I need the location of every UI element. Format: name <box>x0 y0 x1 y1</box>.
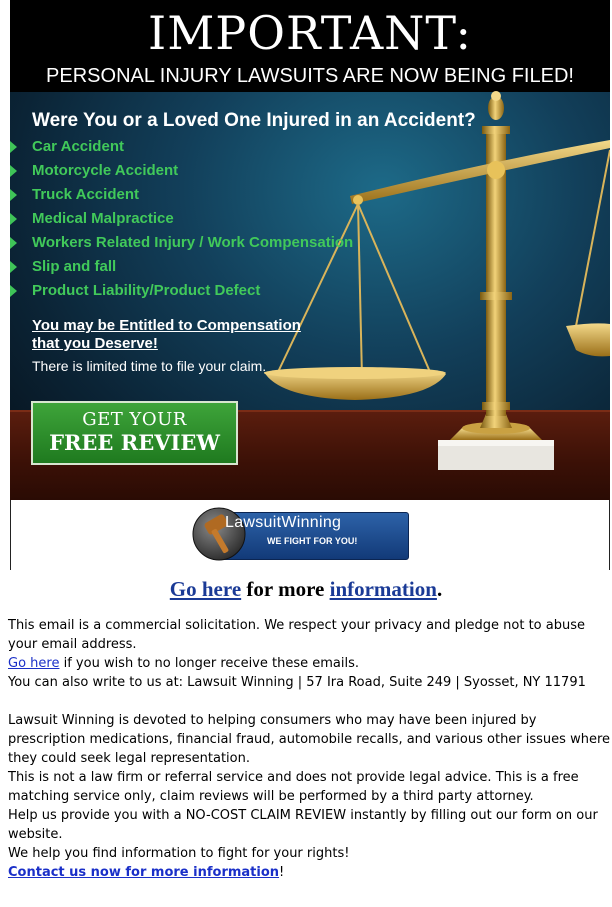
unsubscribe-link[interactable]: Go here <box>8 656 60 671</box>
unsubscribe-text: if you wish to no longer receive these emails. <box>59 656 360 671</box>
list-item: Slip and fall <box>10 255 353 279</box>
email-footer <box>8 616 612 882</box>
bullet-arrow-icon <box>10 261 17 273</box>
logo-area <box>10 500 610 570</box>
compensation-text <box>32 317 332 353</box>
not-law-firm-text: This is not a law firm or referral service and does not provide legal advice. This is a free matching service only, claim reviews will be performed by a third party attorney. <box>8 770 579 804</box>
compensation-line-1: You may be Entitled to Compensation <box>32 317 301 334</box>
more-info-line <box>0 577 612 602</box>
list-item: Medical Malpractice <box>10 207 353 231</box>
list-item: Car Accident <box>10 135 353 159</box>
list-item: Motorcycle Accident <box>10 159 353 183</box>
logo-tagline: WE FIGHT FOR YOU! <box>267 536 358 546</box>
logo-name: LawsuitWinning <box>225 514 342 531</box>
contact-end: ! <box>279 865 285 880</box>
accident-question: Were You or a Loved One Injured in an Accident? <box>32 110 476 131</box>
spacer <box>8 692 612 711</box>
subheadline: PERSONAL INJURY LAWSUITS ARE NOW BEING FILED! <box>46 65 574 87</box>
mailing-address: You can also write to us at: Lawsuit Winning | 57 Ira Road, Suite 249 | Syosset, NY 11791 <box>8 675 586 690</box>
information-link[interactable]: information <box>329 577 437 601</box>
bullet-arrow-icon <box>10 237 17 249</box>
solicitation-notice: This email is a commercial solicitation. We respect your privacy and pledge not to abuse your email address. <box>8 618 585 652</box>
bullet-arrow-icon <box>10 165 17 177</box>
contact-us-link[interactable]: Contact us now for more information <box>8 865 280 880</box>
list-item: Truck Accident <box>10 183 353 207</box>
contact-line <box>8 863 612 882</box>
bullet-arrow-icon <box>10 189 17 201</box>
more-info-middle: for more <box>241 577 330 601</box>
unsubscribe-line <box>8 654 612 673</box>
list-item: Workers Related Injury / Work Compensation <box>10 231 353 255</box>
limited-time-text: There is limited time to file your claim. <box>32 358 267 374</box>
cta-line-1: GET YOUR <box>82 409 187 430</box>
lawsuit-winning-logo[interactable] <box>191 506 411 562</box>
cta-line-2: FREE REVIEW <box>49 430 220 455</box>
go-here-link[interactable]: Go here <box>169 577 242 601</box>
more-info-end: . <box>436 577 443 601</box>
bullet-arrow-icon <box>10 141 17 153</box>
compensation-line-2: that you Deserve! <box>32 335 158 352</box>
accident-type-list <box>10 135 353 303</box>
headline: IMPORTANT: <box>148 6 472 60</box>
fight-rights-text: We help you find information to fight for your rights! <box>8 846 350 861</box>
free-review-button[interactable] <box>31 401 238 465</box>
bullet-arrow-icon <box>10 285 17 297</box>
list-item: Product Liability/Product Defect <box>10 279 353 303</box>
ad-banner[interactable] <box>10 0 610 500</box>
no-cost-review-text: Help us provide you with a NO-COST CLAIM REVIEW instantly by filling out our form on our website. <box>8 808 598 842</box>
devoted-text: Lawsuit Winning is devoted to helping consumers who may have been injured by prescription medications, financial fraud, automobile recalls, and various other issues where they could seek legal representation. <box>8 713 611 766</box>
bullet-arrow-icon <box>10 213 17 225</box>
